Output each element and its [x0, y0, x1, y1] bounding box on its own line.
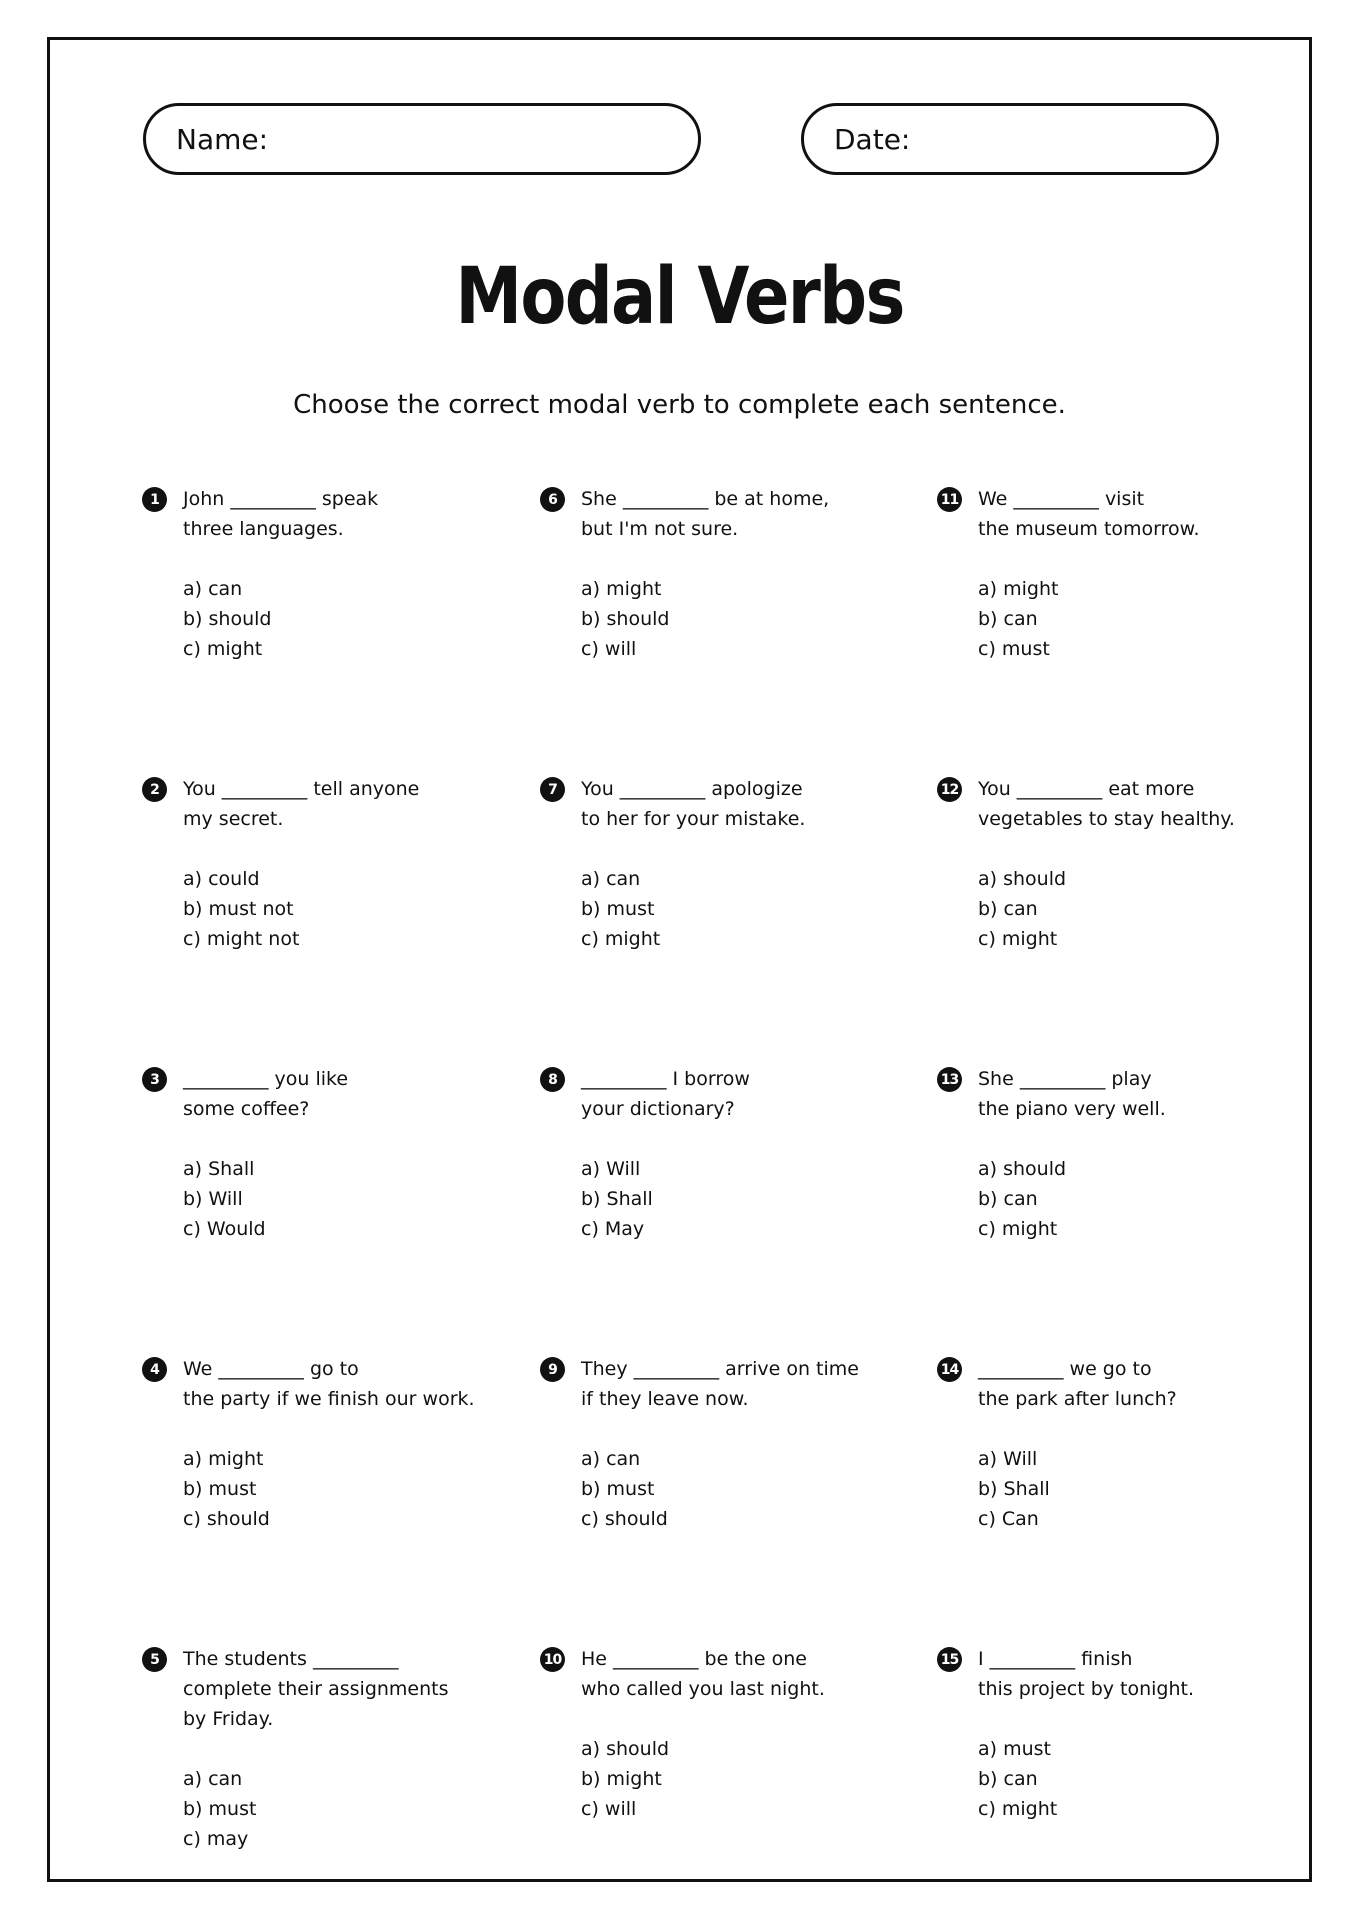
answer-option[interactable]: b) Shall	[581, 1188, 653, 1210]
question-text: the museum tomorrow.	[978, 518, 1200, 540]
answer-option[interactable]: a) could	[183, 868, 260, 890]
answer-options	[581, 1154, 911, 1244]
answer-option[interactable]: c) might	[183, 638, 263, 660]
question-text: You _________ eat more	[978, 778, 1195, 800]
answer-option[interactable]: a) Shall	[183, 1158, 255, 1180]
answer-option[interactable]: b) can	[978, 608, 1038, 630]
question-item	[548, 1064, 911, 1244]
question-text: the park after lunch?	[978, 1388, 1177, 1410]
answer-option[interactable]: b) Shall	[978, 1478, 1050, 1500]
answer-options	[581, 1444, 911, 1534]
answer-option[interactable]: c) might	[978, 1218, 1058, 1240]
question-text: We _________ go to	[183, 1358, 359, 1380]
answer-option[interactable]: b) must	[581, 1478, 655, 1500]
question-text: _________ I borrow	[581, 1068, 750, 1090]
question-item	[940, 484, 1308, 664]
question-number-badge: 1	[142, 487, 167, 512]
answer-option[interactable]: a) can	[581, 1448, 641, 1470]
answer-option[interactable]: c) might	[978, 928, 1058, 950]
answer-option[interactable]: a) should	[581, 1738, 670, 1760]
question-item	[543, 1644, 911, 1824]
answer-option[interactable]: c) May	[581, 1218, 645, 1240]
question-number-badge: 12	[937, 777, 962, 802]
question-text: but I'm not sure.	[581, 518, 739, 540]
answer-option[interactable]: b) must	[581, 898, 655, 920]
question-number-badge: 11	[937, 487, 962, 512]
question-number-badge: 13	[937, 1067, 962, 1092]
question-text: _________ we go to	[978, 1358, 1152, 1380]
question-number-badge: 9	[540, 1357, 565, 1382]
answer-option[interactable]: c) might not	[183, 928, 300, 950]
answer-option[interactable]: c) will	[581, 1798, 637, 1820]
answer-option[interactable]: a) might	[183, 1448, 264, 1470]
question-item	[150, 484, 513, 664]
answer-options	[183, 864, 513, 954]
worksheet-title: Modal Verbs	[455, 252, 904, 342]
question-number-badge: 3	[142, 1067, 167, 1092]
answer-options	[978, 1154, 1308, 1244]
answer-option[interactable]: c) must	[978, 638, 1050, 660]
answer-option[interactable]: c) might	[978, 1798, 1058, 1820]
answer-option[interactable]: b) must	[183, 1478, 257, 1500]
question-text: your dictionary?	[581, 1098, 735, 1120]
question-text: this project by tonight.	[978, 1678, 1195, 1700]
question-number-badge: 15	[937, 1647, 962, 1672]
answer-options	[183, 1444, 513, 1534]
answer-option[interactable]: a) can	[183, 1768, 243, 1790]
question-item	[940, 1064, 1308, 1244]
answer-option[interactable]: b) can	[978, 898, 1038, 920]
name-label: Name:	[176, 122, 269, 156]
answer-option[interactable]: a) must	[978, 1738, 1051, 1760]
question-text: I _________ finish	[978, 1648, 1133, 1670]
answer-option[interactable]: a) can	[581, 868, 641, 890]
question-item	[150, 1644, 513, 1854]
instruction-text: Choose the correct modal verb to complete each sentence.	[293, 390, 1066, 420]
question-text: They _________ arrive on time	[581, 1358, 859, 1380]
answer-option[interactable]: a) Will	[978, 1448, 1038, 1470]
question-item	[940, 774, 1308, 954]
answer-option[interactable]: b) might	[581, 1768, 662, 1790]
question-text: the piano very well.	[978, 1098, 1166, 1120]
answer-option[interactable]: b) must	[183, 1798, 257, 1820]
question-number-badge: 4	[142, 1357, 167, 1382]
answer-option[interactable]: a) can	[183, 578, 243, 600]
answer-option[interactable]: a) should	[978, 868, 1067, 890]
answer-options	[183, 574, 513, 664]
answer-option[interactable]: c) should	[183, 1508, 270, 1530]
question-text: He _________ be the one	[581, 1648, 807, 1670]
question-text: We _________ visit	[978, 488, 1145, 510]
date-label: Date:	[834, 122, 911, 156]
answer-options	[978, 1444, 1308, 1534]
answer-option[interactable]: a) might	[978, 578, 1059, 600]
question-text: some coffee?	[183, 1098, 310, 1120]
question-number-badge: 14	[937, 1357, 962, 1382]
answer-option[interactable]: a) should	[978, 1158, 1067, 1180]
question-number-badge: 7	[540, 777, 565, 802]
question-item	[940, 1354, 1308, 1534]
question-text: if they leave now.	[581, 1388, 749, 1410]
answer-options	[581, 574, 911, 664]
question-item	[940, 1644, 1308, 1824]
question-item	[548, 1354, 911, 1534]
answer-options	[978, 864, 1308, 954]
question-text: who called you last night.	[581, 1678, 825, 1700]
answer-option[interactable]: c) might	[581, 928, 661, 950]
question-item	[548, 774, 911, 954]
question-number-badge: 8	[540, 1067, 565, 1092]
question-text: the party if we finish our work.	[183, 1388, 475, 1410]
question-text: complete their assignments	[183, 1678, 449, 1700]
question-number-badge: 6	[540, 487, 565, 512]
question-text: my secret.	[183, 808, 284, 830]
answer-option[interactable]: b) should	[581, 608, 670, 630]
question-text: She _________ play	[978, 1068, 1152, 1090]
answer-option[interactable]: a) Will	[581, 1158, 641, 1180]
question-item	[150, 1354, 513, 1534]
question-item	[150, 774, 513, 954]
answer-option[interactable]: a) might	[581, 578, 662, 600]
question-text: John _________ speak	[183, 488, 379, 510]
answer-option[interactable]: c) Would	[183, 1218, 266, 1240]
answer-option[interactable]: c) Can	[978, 1508, 1039, 1530]
question-number-badge: 10	[540, 1647, 565, 1672]
answer-options	[978, 1734, 1308, 1824]
answer-option[interactable]: b) can	[978, 1768, 1038, 1790]
question-text: to her for your mistake.	[581, 808, 806, 830]
answer-option[interactable]: b) can	[978, 1188, 1038, 1210]
answer-option[interactable]: b) should	[183, 608, 272, 630]
answer-options	[978, 574, 1308, 664]
question-number-badge: 5	[142, 1647, 167, 1672]
question-text: The students _________	[183, 1648, 399, 1670]
question-text: vegetables to stay healthy.	[978, 808, 1235, 830]
question-text: You _________ apologize	[581, 778, 803, 800]
answer-option[interactable]: b) must not	[183, 898, 294, 920]
question-number-badge: 2	[142, 777, 167, 802]
answer-options	[581, 1734, 911, 1824]
question-text: by Friday.	[183, 1708, 274, 1730]
question-item	[150, 1064, 513, 1244]
answer-option[interactable]: c) should	[581, 1508, 668, 1530]
question-text: _________ you like	[183, 1068, 349, 1090]
answer-options	[183, 1154, 513, 1244]
question-text: three languages.	[183, 518, 344, 540]
question-text: She _________ be at home,	[581, 488, 830, 510]
name-field[interactable]	[143, 103, 701, 175]
question-item	[548, 484, 911, 664]
answer-options	[581, 864, 911, 954]
question-text: You _________ tell anyone	[183, 778, 420, 800]
date-field[interactable]	[801, 103, 1219, 175]
answer-option[interactable]: b) Will	[183, 1188, 243, 1210]
answer-option[interactable]: c) will	[581, 638, 637, 660]
answer-options	[183, 1764, 513, 1854]
answer-option[interactable]: c) may	[183, 1828, 249, 1850]
